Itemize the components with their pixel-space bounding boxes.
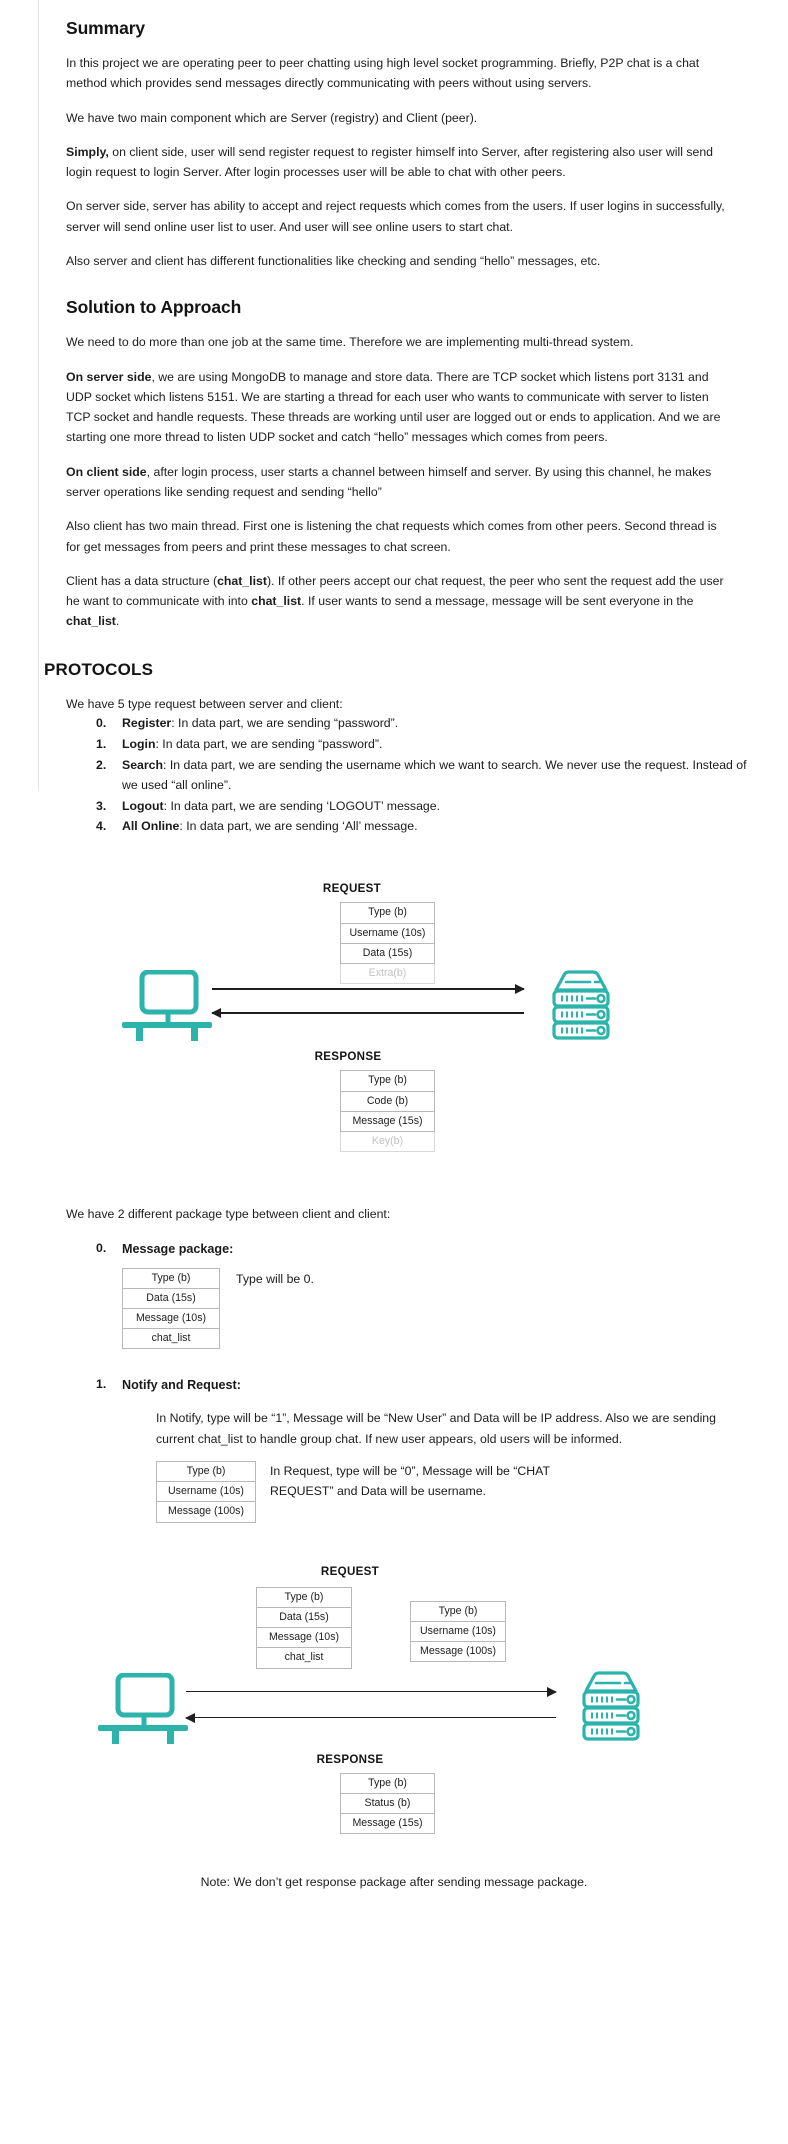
request-label-1: REQUEST bbox=[322, 882, 382, 896]
protocol-desc: : In data part, we are sending “password”. bbox=[171, 715, 399, 730]
solution-p5-e: . bbox=[115, 614, 120, 629]
protocols-list bbox=[0, 714, 788, 837]
protocol-desc: : In data part, we are sending “password”. bbox=[155, 736, 383, 751]
table-row bbox=[123, 1309, 220, 1329]
section-protocols bbox=[0, 660, 788, 838]
solution-paragraph-1: We need to do more than one job at the same time. Therefore we are implementing multi-thread system. bbox=[66, 335, 634, 350]
solution-p5-c: ). If other peers accept our chat request, the peer who sent the request add the user he want to communicate with into bbox=[66, 573, 724, 609]
packet-field: Username (10s) bbox=[411, 1621, 506, 1641]
message-package-table bbox=[122, 1268, 220, 1350]
table-row bbox=[341, 964, 435, 984]
summary-p3-lead: Simply, bbox=[66, 144, 109, 159]
protocol-name: Login bbox=[122, 736, 156, 751]
response-arrow-2 bbox=[186, 1713, 556, 1723]
protocol-desc: : In data part, we are sending the username which we want to search. We never use the request. Instead of we used “all online”. bbox=[122, 757, 747, 792]
summary-paragraph-4: On server side, server has ability to accept and reject requests which comes from the users. If user logins in successfully, server will send online user list to user. And user will see online users to start chat. bbox=[66, 199, 725, 234]
solution-paragraph-4: Also client has two main thread. First one is listening the chat requests which comes from other peers. Second thread is for get messages from peers and print these messages to chat screen. bbox=[66, 519, 717, 554]
summary-paragraph-5: Also server and client has different functionalities like checking and sending “hello” messages, etc. bbox=[66, 253, 601, 268]
section-summary bbox=[0, 18, 788, 271]
packet-field: Type (b) bbox=[157, 1461, 256, 1481]
packet-field: Data (15s) bbox=[123, 1288, 220, 1308]
packet-field: Code (b) bbox=[341, 1091, 435, 1111]
solution-p5-a: Client has a data structure ( bbox=[66, 573, 218, 588]
packet-field: Data (15s) bbox=[341, 943, 435, 963]
list-item bbox=[96, 756, 748, 796]
protocol-desc: : In data part, we are sending ‘LOGOUT’ message. bbox=[163, 798, 441, 813]
solution-paragraph-3 bbox=[66, 462, 732, 503]
chat-list-term-1: chat_list bbox=[217, 573, 267, 588]
list-item-notify-request bbox=[96, 1375, 748, 1522]
packet-field: Message (10s) bbox=[257, 1628, 352, 1648]
table-row bbox=[123, 1329, 220, 1349]
packet-field: Username (10s) bbox=[157, 1482, 256, 1502]
solution-p3-lead: On client side bbox=[66, 464, 147, 479]
packet-field: Type (b) bbox=[411, 1601, 506, 1621]
solution-p5-d: . If user wants to send a message, message will be sent everyone in the bbox=[301, 594, 694, 609]
table-row bbox=[341, 1132, 435, 1152]
protocol-name: Register bbox=[122, 715, 172, 730]
list-item bbox=[96, 817, 748, 837]
desktop-computer-icon bbox=[120, 970, 214, 1042]
solution-title: Solution to Approach bbox=[66, 297, 242, 318]
page-margin-rule bbox=[38, 0, 39, 790]
table-row bbox=[123, 1268, 220, 1288]
protocol-name: Logout bbox=[122, 798, 164, 813]
table-row bbox=[341, 1814, 435, 1834]
server-rack-icon bbox=[542, 970, 620, 1042]
list-item bbox=[96, 735, 748, 755]
message-package-heading: Message package: bbox=[122, 1241, 234, 1256]
table-row bbox=[157, 1461, 256, 1481]
packet-field: Message (100s) bbox=[157, 1502, 256, 1522]
client-server-diagram-1 bbox=[0, 874, 788, 1204]
table-row bbox=[341, 903, 435, 923]
packet-field: Type (b) bbox=[341, 1071, 435, 1091]
solution-paragraph-5 bbox=[66, 571, 732, 632]
protocol-name: Search bbox=[122, 757, 164, 772]
packages-intro: We have 2 different package type between client and client: bbox=[66, 1207, 391, 1222]
request-arrow-1 bbox=[212, 984, 524, 994]
table-row bbox=[341, 1793, 435, 1813]
packet-field: Message (15s) bbox=[341, 1111, 435, 1131]
packet-field: chat_list bbox=[123, 1329, 220, 1349]
protocols-title: PROTOCOLS bbox=[44, 659, 154, 679]
notify-request-paragraph: In Notify, type will be “1”, Message will be “New User” and Data will be IP address. Also we are sending current chat_list to handle group chat. If new user appears, old users will be informed. bbox=[156, 1411, 716, 1446]
table-row bbox=[157, 1482, 256, 1502]
solution-p2-rest: , we are using MongoDB to manage and store data. There are TCP socket which listens port 3131 and UDP socket which listens 5151. We are starting a thread for each user who wants to communicate with server to listen TCP socket and handle requests. These threads are working until user are logged out or ends to application. And we are starting one more thread to listen UDP socket and catch “hello” messages which comes from peers. bbox=[66, 369, 721, 445]
table-row bbox=[341, 923, 435, 943]
desktop-computer-icon bbox=[96, 1673, 190, 1745]
footer-note: Note: We don’t get response package after sending message package. bbox=[200, 1874, 588, 1889]
packet-field: Type (b) bbox=[341, 1773, 435, 1793]
packet-field: Type (b) bbox=[123, 1268, 220, 1288]
chat-list-term-3: chat_list bbox=[66, 614, 116, 629]
server-rack-icon bbox=[572, 1671, 650, 1743]
table-row bbox=[411, 1601, 506, 1621]
response-packet-table-2 bbox=[340, 1773, 435, 1835]
summary-p3-rest: on client side, user will send register request to register himself into Server, after registering also user will send login request to login Server. After login processes user will be able to chat with other peers. bbox=[66, 144, 714, 180]
client-server-diagram-2 bbox=[0, 1565, 788, 1865]
protocol-name: All Online bbox=[122, 819, 180, 834]
protocol-desc: : In data part, we are sending ‘All’ message. bbox=[179, 819, 418, 834]
table-row bbox=[123, 1288, 220, 1308]
packet-field-key: Key(b) bbox=[341, 1132, 435, 1152]
message-package-note: Type will be 0. bbox=[236, 1271, 314, 1286]
table-row bbox=[341, 1111, 435, 1131]
page-title: Summary bbox=[66, 18, 146, 38]
section-packages bbox=[0, 1204, 788, 1522]
protocols-intro: We have 5 type request between server and client: bbox=[66, 696, 343, 711]
packet-field: Type (b) bbox=[257, 1587, 352, 1607]
notify-request-heading: Notify and Request: bbox=[122, 1378, 241, 1393]
table-row bbox=[411, 1642, 506, 1662]
table-row bbox=[341, 1773, 435, 1793]
table-row bbox=[341, 1071, 435, 1091]
solution-p2-lead: On server side bbox=[66, 369, 152, 384]
table-row bbox=[257, 1648, 352, 1668]
request-explanation: In Request, type will be “0”, Message will be “CHAT REQUEST” and Data will be username. bbox=[270, 1463, 550, 1498]
packet-field: chat_list bbox=[257, 1648, 352, 1668]
packages-list bbox=[0, 1239, 788, 1523]
summary-paragraph-3 bbox=[66, 142, 732, 183]
packet-field: Message (10s) bbox=[123, 1309, 220, 1329]
packet-field: Status (b) bbox=[341, 1793, 435, 1813]
table-row bbox=[411, 1621, 506, 1641]
response-label-1: RESPONSE bbox=[314, 1050, 382, 1064]
table-row bbox=[157, 1502, 256, 1522]
section-solution bbox=[0, 297, 788, 631]
packet-field: Message (15s) bbox=[341, 1814, 435, 1834]
request-arrow-2 bbox=[186, 1687, 556, 1697]
solution-p3-rest: , after login process, user starts a channel between himself and server. By using this channel, he makes server operations like sending request and sending “hello” bbox=[66, 464, 712, 499]
response-packet-table-1 bbox=[340, 1070, 435, 1152]
response-arrow-1 bbox=[212, 1008, 524, 1018]
table-row bbox=[341, 1091, 435, 1111]
chat-list-term-2: chat_list bbox=[251, 594, 302, 609]
request-packet-table-2a bbox=[256, 1587, 352, 1669]
table-row bbox=[257, 1628, 352, 1648]
request-packet-table-2b bbox=[410, 1601, 506, 1663]
summary-paragraph-1: In this project we are operating peer to peer chatting using high level socket programming. Briefly, P2P chat is a chat method which provides send messages directly communicating with peers without using servers. bbox=[66, 56, 700, 91]
list-item bbox=[96, 714, 748, 734]
list-item-message-package bbox=[96, 1239, 748, 1350]
request-packet-table-1 bbox=[340, 902, 435, 984]
summary-paragraph-2: We have two main component which are Server (registry) and Client (peer). bbox=[66, 110, 478, 125]
packet-field-extra: Extra(b) bbox=[341, 964, 435, 984]
response-label-2: RESPONSE bbox=[316, 1752, 384, 1766]
request-label-2: REQUEST bbox=[320, 1564, 380, 1578]
packet-field: Type (b) bbox=[341, 903, 435, 923]
packet-field: Message (100s) bbox=[411, 1642, 506, 1662]
table-row bbox=[257, 1607, 352, 1627]
solution-paragraph-2 bbox=[66, 367, 732, 448]
table-row bbox=[257, 1587, 352, 1607]
packet-field: Data (15s) bbox=[257, 1607, 352, 1627]
list-item bbox=[96, 797, 748, 817]
table-row bbox=[341, 943, 435, 963]
packet-field: Username (10s) bbox=[341, 923, 435, 943]
notify-request-table bbox=[156, 1461, 256, 1523]
